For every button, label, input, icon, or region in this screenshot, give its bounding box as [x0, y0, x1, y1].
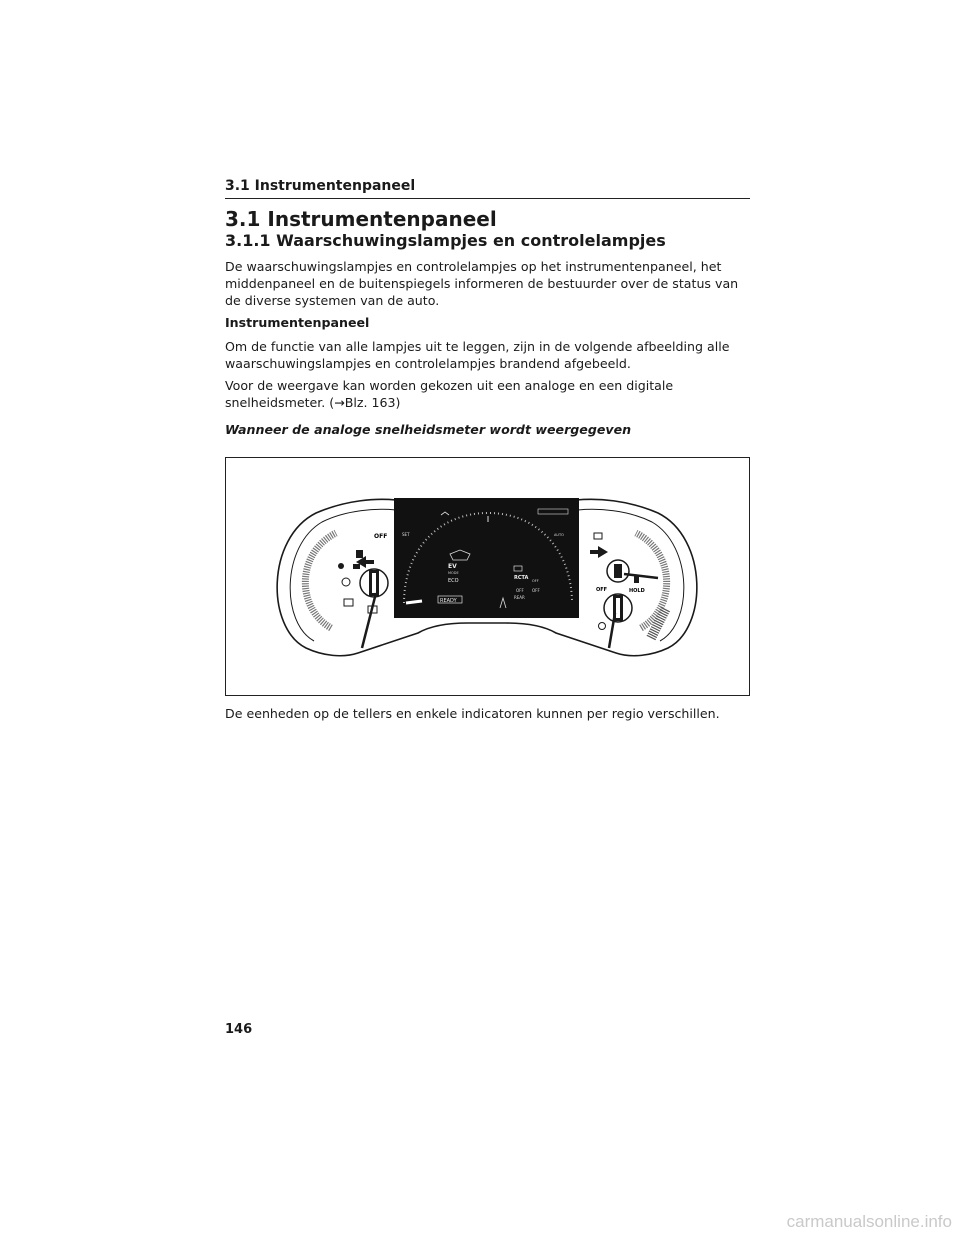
- running-header: 3.1 Instrumentenpaneel: [225, 178, 750, 199]
- page-number: 146: [225, 1022, 253, 1037]
- instrument-cluster-illustration: [226, 458, 749, 695]
- rear-label: REAR: [514, 595, 525, 600]
- right-off-label: OFF: [596, 587, 608, 593]
- intro-paragraph: De waarschuwingslampjes en controlelampjes op het instrumentenpaneel, het middenpaneel en de buitenspiegels informeren de bestuurder over de status van de diverse systemen van de auto.: [225, 259, 739, 308]
- left-off-label: OFF: [374, 533, 388, 540]
- ev-label: EV: [448, 563, 457, 570]
- parking-icon: [356, 550, 363, 558]
- eco-label: ECO: [448, 578, 459, 584]
- center-off-label-2: OFF: [516, 588, 524, 593]
- section-subtitle: 3.1.1 Waarschuwingslampjes en controlelampjes: [225, 231, 666, 250]
- ev-mode-label: MODE: [448, 571, 459, 575]
- fuel-icon: [634, 576, 639, 583]
- instrument-panel-heading: Instrumentenpaneel: [225, 315, 370, 330]
- seatbelt-icon: [338, 563, 344, 569]
- center-off-label-1: OFF: [532, 579, 539, 583]
- ready-label: READY: [440, 598, 457, 604]
- explain-paragraph: Om de functie van alle lampjes uit te leggen, zijn in de volgende afbeelding alle waarschuwingslampjes en controlelampjes brandend afgebeeld.: [225, 339, 730, 371]
- instrument-cluster-figure: [225, 457, 750, 696]
- headlight-icon: [353, 564, 360, 569]
- hold-label: HOLD: [629, 588, 645, 594]
- auto-label: AUTO: [554, 533, 564, 537]
- figure-caption: Wanneer de analoge snelheidsmeter wordt weergegeven: [225, 422, 632, 437]
- set-label: SET: [402, 532, 410, 537]
- units-note: De eenheden op de tellers en enkele indicatoren kunnen per regio verschillen.: [225, 706, 720, 721]
- watermark: carmanualsonline.info: [786, 1212, 952, 1231]
- speedometer-choice-paragraph: Voor de weergave kan worden gekozen uit een analoge en een digitale snelheidsmeter. (→Blz. 163): [225, 378, 674, 410]
- center-off-label-3: OFF: [532, 588, 540, 593]
- page-title: 3.1 Instrumentenpaneel: [225, 207, 497, 231]
- rcta-label: RCTA: [514, 575, 529, 581]
